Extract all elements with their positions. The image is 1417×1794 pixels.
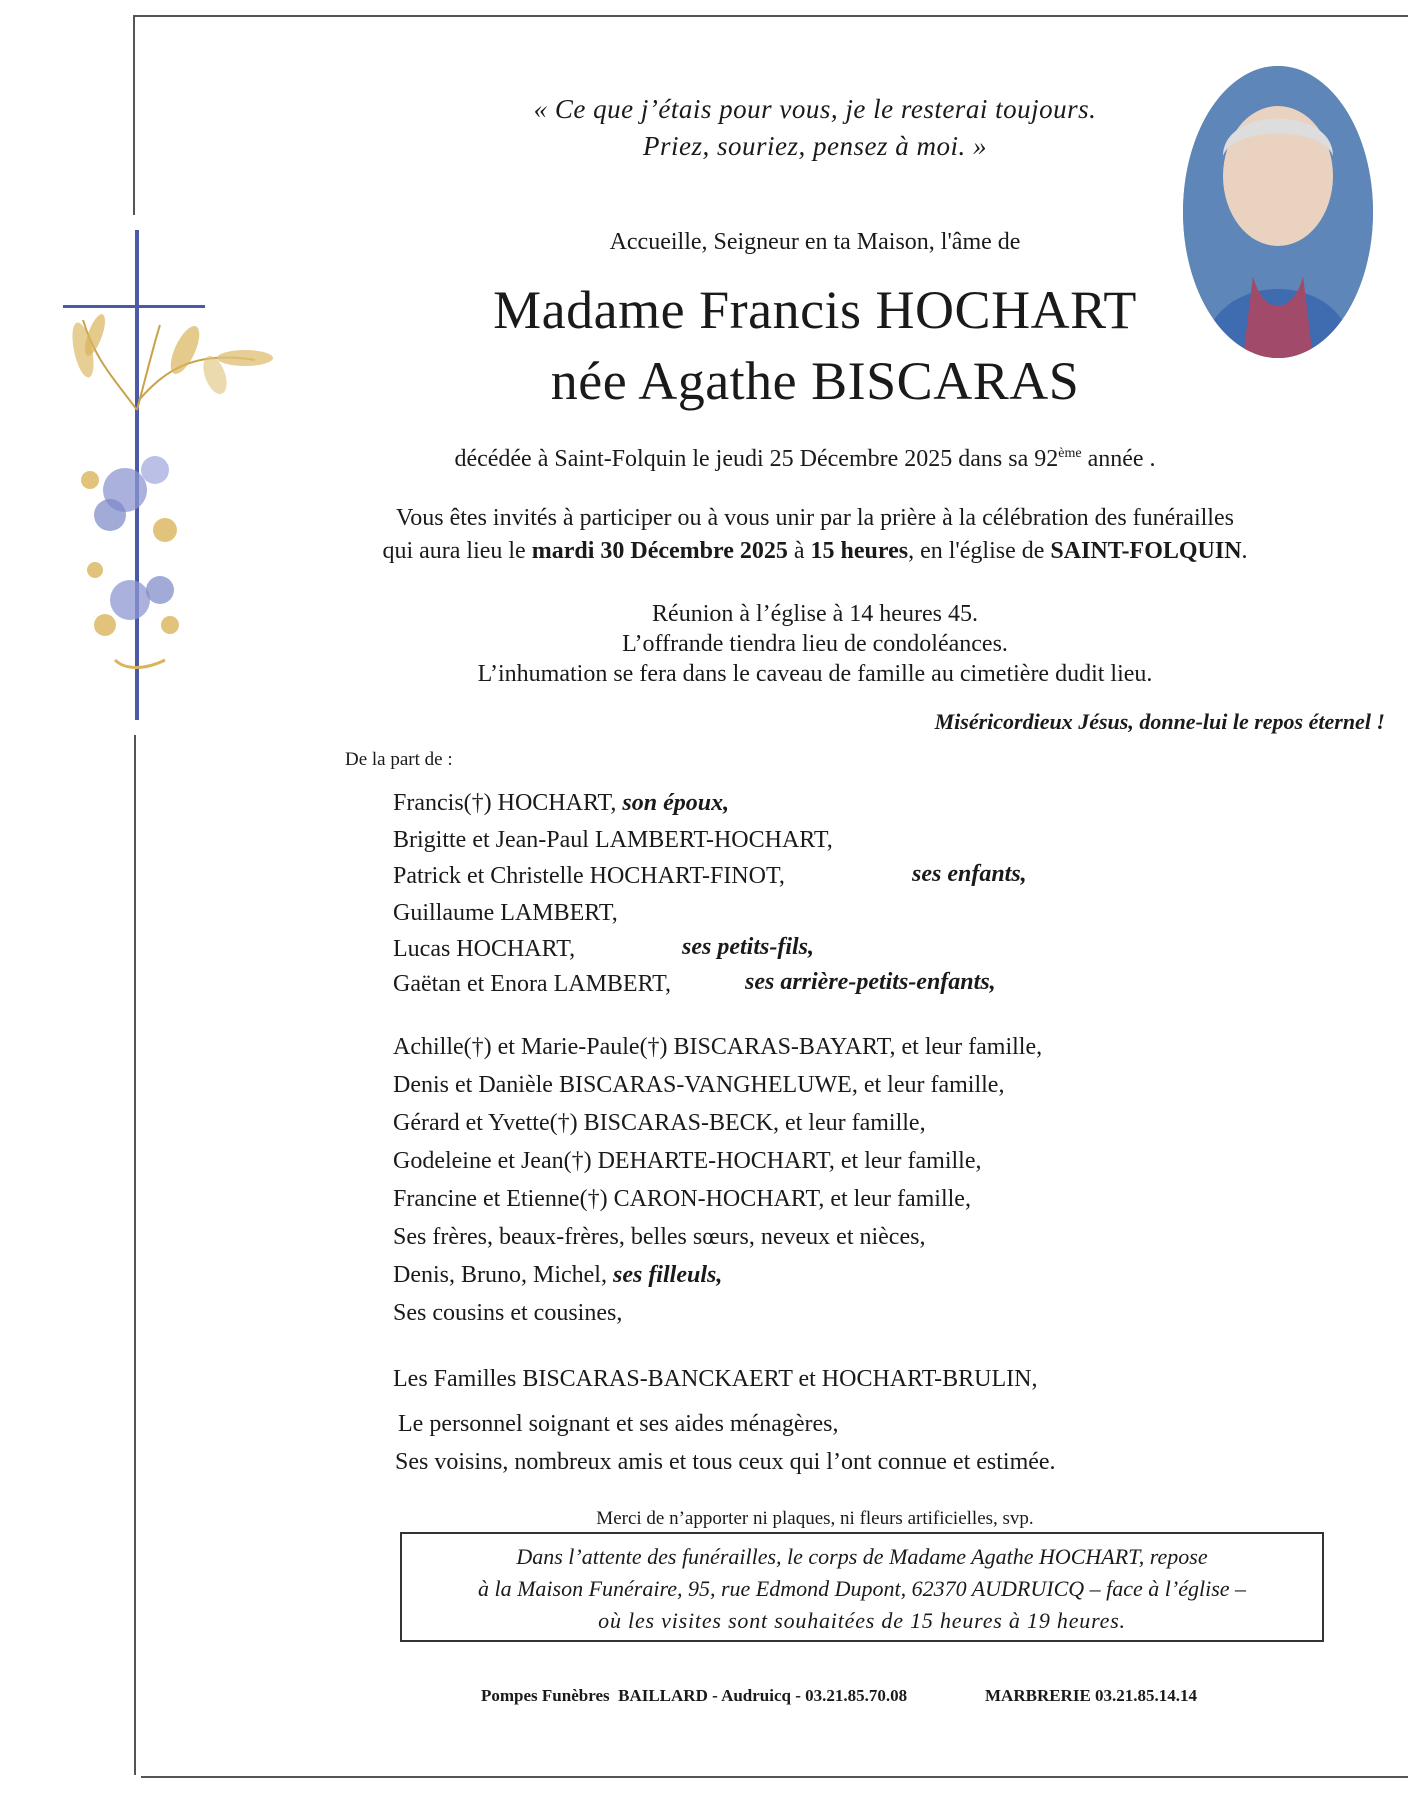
frame-bottom-line (141, 1776, 1408, 1778)
family-child-2: Patrick et Christelle HOCHART-FINOT, (393, 863, 785, 889)
others-1: Les Familles BISCARAS-BANCKAERT et HOCHART-BRULIN, (393, 1366, 1038, 1392)
family-extended-1: Achille(†) et Marie-Paule(†) BISCARAS-BAYART, et leur famille, (393, 1034, 1043, 1060)
detail-offrande: L’offrande tiendra lieu de condoléances. (622, 631, 1008, 657)
visits-line-2: à la Maison Funéraire, 95, rue Edmond Dupont, 62370 AUDRUICQ – face à l’église – (477, 1576, 1247, 1601)
cross-wheat-illustration (55, 230, 285, 730)
intro-text: Accueille, Seigneur en ta Maison, l'âme de (609, 229, 1021, 255)
death-line: décédée à Saint-Folquin le jeudi 25 Décembre 2025 dans sa 92ème année . (454, 446, 1156, 472)
family-extended-2: Denis et Danièle BISCARAS-VANGHELUWE, et leur famille, (393, 1072, 1005, 1098)
family-cousins: Ses cousins et cousines, (393, 1300, 623, 1326)
family-grandchild-2: Lucas HOCHART, (393, 936, 576, 962)
family-godchildren: Denis, Bruno, Michel, ses filleuls, (393, 1262, 723, 1288)
prayer-text: Miséricordieux Jésus, donne-lui le repos éternel ! (934, 709, 1385, 734)
role-grandsons: ses petits-fils, (682, 934, 814, 960)
role-great-grandchildren: ses arrière-petits-enfants, (745, 969, 996, 995)
maiden-name: née Agathe BISCARAS (550, 351, 1080, 411)
family-spouse: Francis(†) HOCHART, son époux, (393, 790, 730, 816)
footer-funeral-home: Pompes Funèbres BAILLARD - Audruicq - 03.21.85.70.08 (481, 1686, 908, 1705)
deceased-name: Madame Francis HOCHART (493, 280, 1137, 340)
invitation-line-2: qui aura lieu le mardi 30 Décembre 2025 à 15 heures, en l'église de SAINT-FOLQUIN. (382, 538, 1248, 564)
visits-line-3: où les visites sont souhaitées de 15 heures à 19 heures. (598, 1608, 1126, 1633)
frame-left-line-lower (134, 735, 136, 1775)
visits-box (400, 1532, 1324, 1642)
others-2: Le personnel soignant et ses aides ménagères, (398, 1411, 839, 1437)
visits-line-1: Dans l’attente des funérailles, le corps de Madame Agathe HOCHART, repose (516, 1544, 1208, 1569)
others-3: Ses voisins, nombreux amis et tous ceux qui l’ont connue et estimée. (395, 1449, 1056, 1475)
detail-reunion: Réunion à l’église à 14 heures 45. (652, 601, 978, 627)
flowers-note: Merci de n’apporter ni plaques, ni fleurs artificielles, svp. (596, 1508, 1034, 1529)
role-children: ses enfants, (912, 861, 1027, 887)
family-great-grandchildren: Gaëtan et Enora LAMBERT, (393, 971, 672, 997)
family-grandchild-1: Guillaume LAMBERT, (393, 900, 618, 926)
family-extended-4: Godeleine et Jean(†) DEHARTE-HOCHART, et leur famille, (393, 1148, 982, 1174)
invitation-line-1: Vous êtes invités à participer ou à vous unir par la prière à la célébration des funérailles (396, 505, 1234, 531)
family-extended-3: Gérard et Yvette(†) BISCARAS-BECK, et leur famille, (393, 1110, 926, 1136)
footer-marbrerie: MARBRERIE 03.21.85.14.14 (985, 1686, 1198, 1705)
quote-line-2: Priez, souriez, pensez à moi. » (643, 131, 987, 161)
frame-top-line (133, 15, 1408, 17)
family-extended-5: Francine et Etienne(†) CARON-HOCHART, et leur famille, (393, 1186, 971, 1212)
frame-left-line-upper (133, 15, 135, 215)
from-label: De la part de : (345, 749, 453, 770)
detail-inhumation: L’inhumation se fera dans le caveau de famille au cimetière dudit lieu. (477, 661, 1153, 687)
quote-line-1: « Ce que j’étais pour vous, je le resterai toujours. (533, 94, 1097, 124)
family-extended-6: Ses frères, beaux-frères, belles sœurs, neveux et nièces, (393, 1224, 926, 1250)
family-child-1: Brigitte et Jean-Paul LAMBERT-HOCHART, (393, 827, 833, 853)
